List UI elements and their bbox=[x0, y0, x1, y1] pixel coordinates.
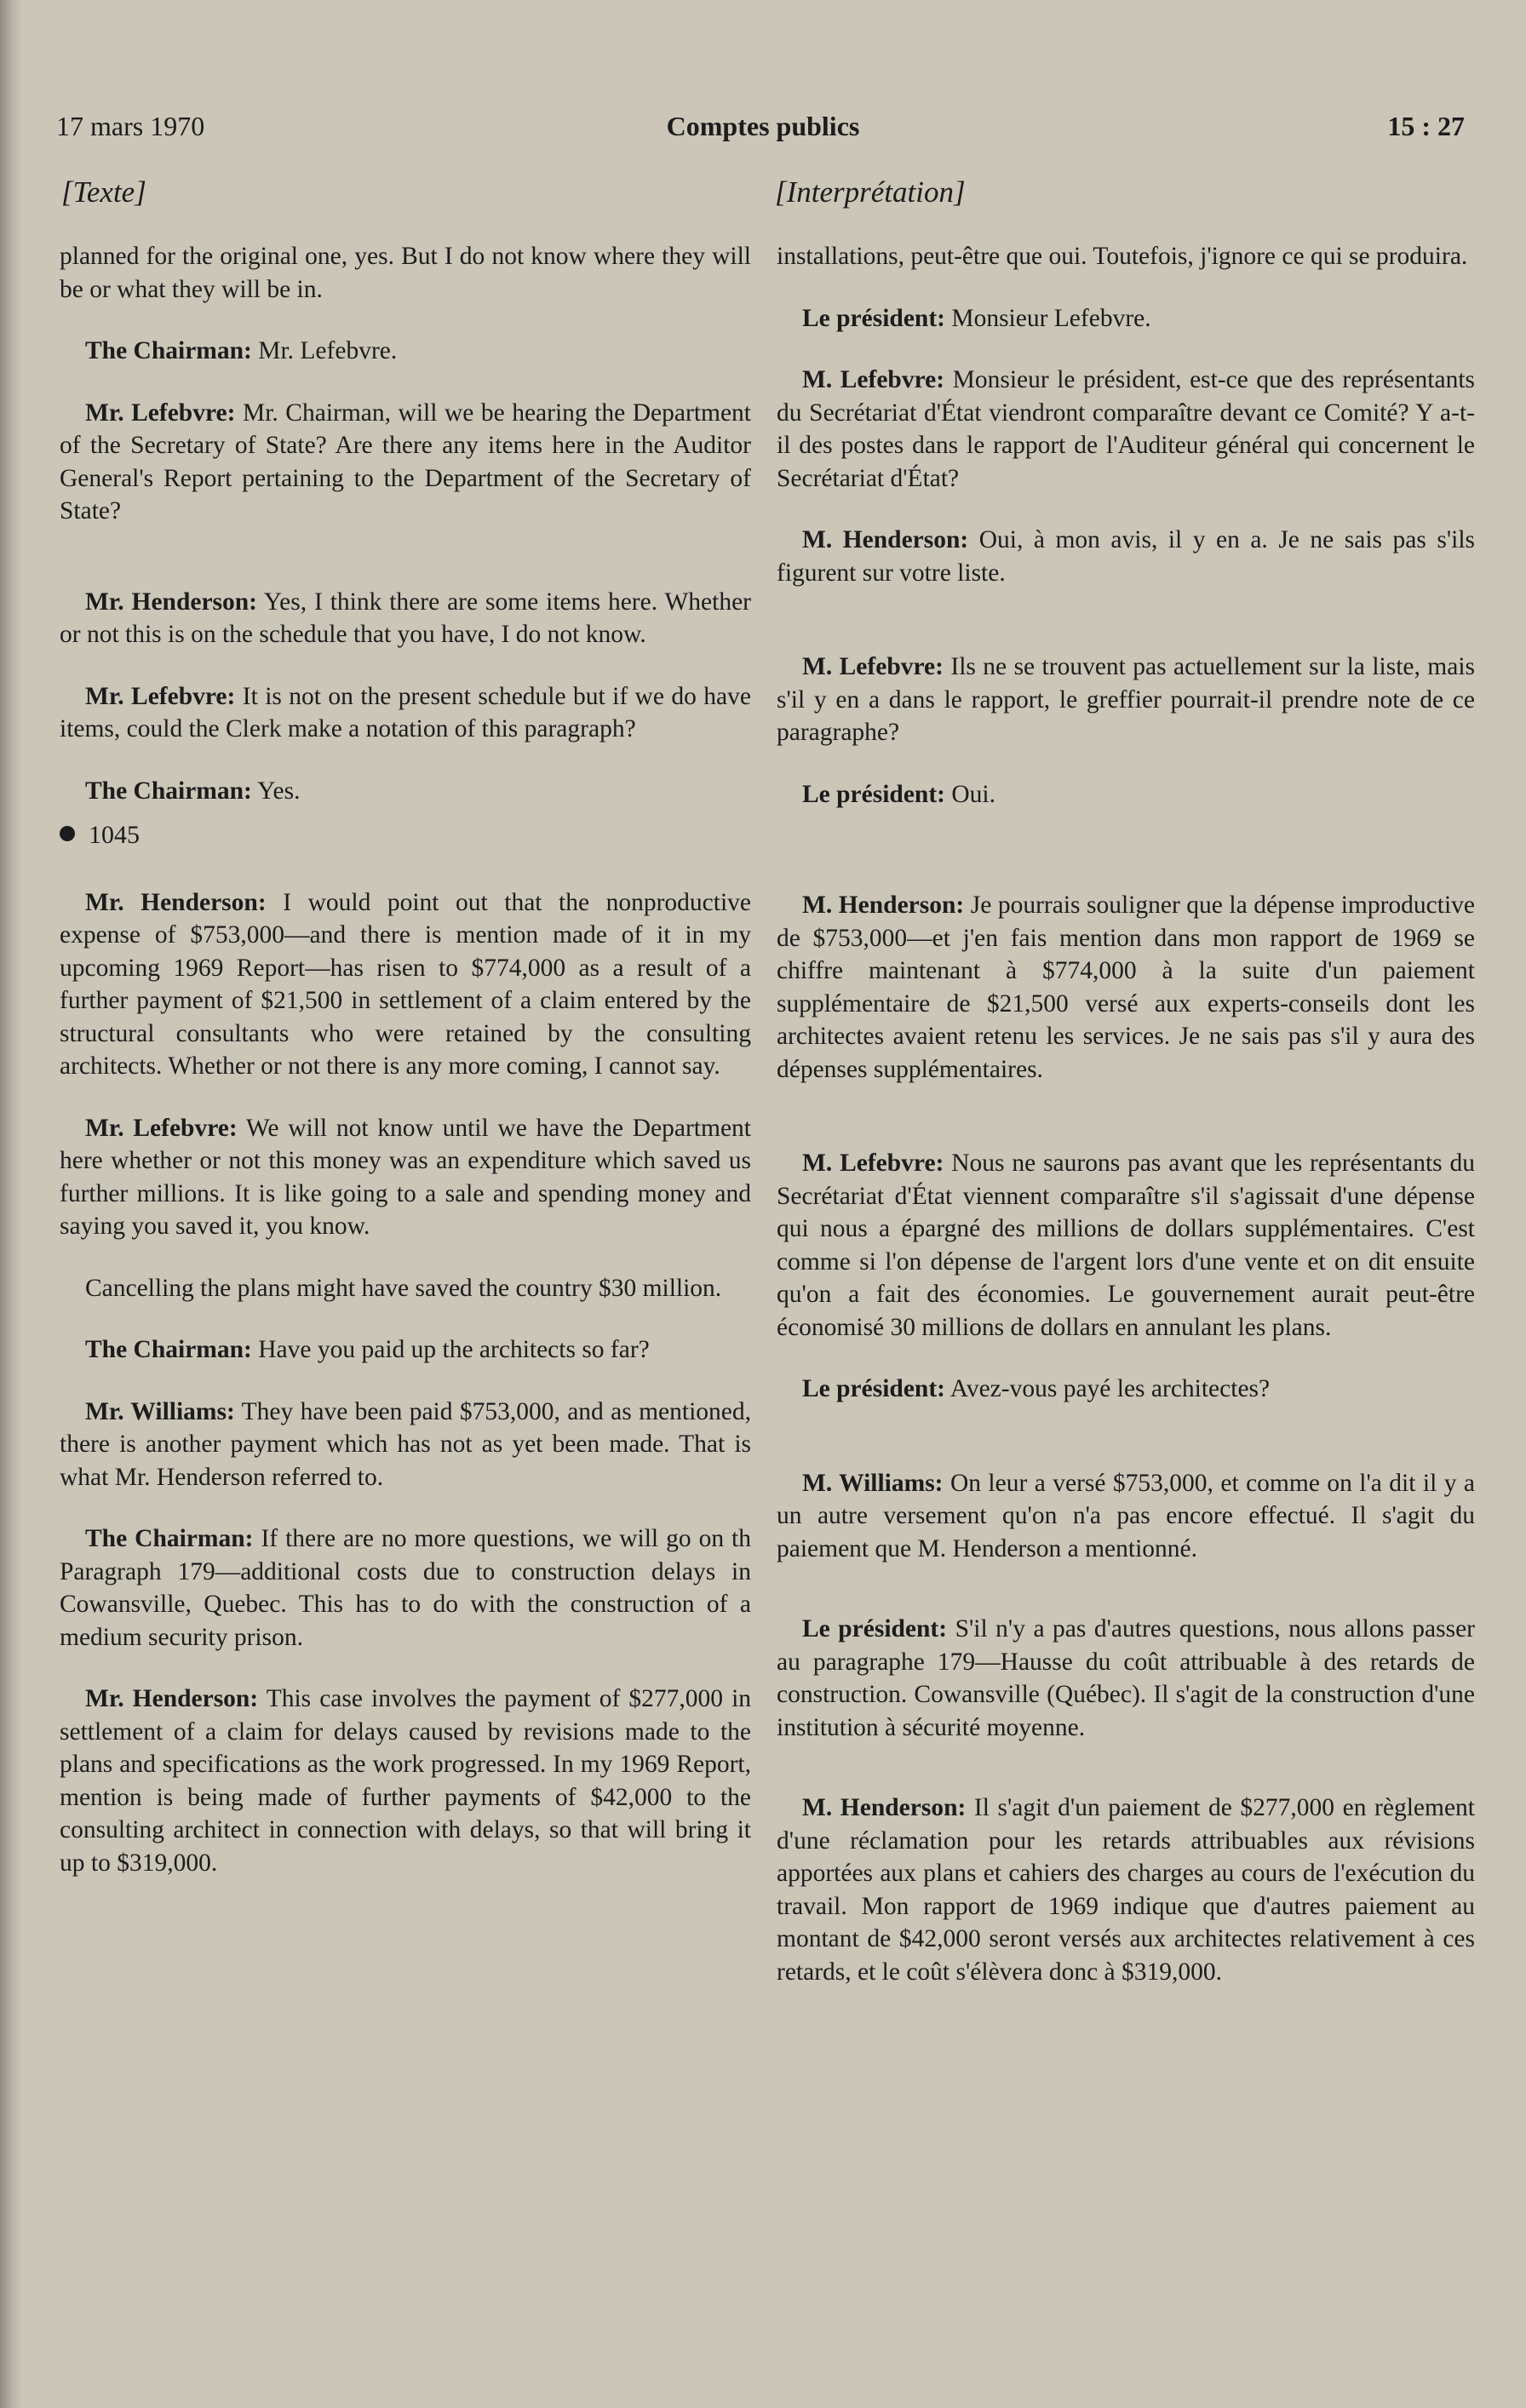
speaker-name: M. Henderson: bbox=[802, 526, 969, 553]
time-marker-text: 1045 bbox=[89, 821, 140, 849]
paragraph bbox=[60, 1683, 751, 1879]
paragraph-text: planned for the original one, yes. But I do not know where they will be or what they will be in. bbox=[60, 243, 751, 303]
page-date: 17 mars 1970 bbox=[56, 111, 205, 141]
speaker-name: M. Lefebvre: bbox=[802, 653, 944, 680]
speaker-name: M. Lefebvre: bbox=[802, 1150, 944, 1177]
speaker-name: Mr. Williams: bbox=[85, 1397, 235, 1425]
column-label-french-text: Interprétation bbox=[786, 175, 954, 209]
paragraph bbox=[777, 889, 1475, 1086]
paragraph-text: Oui. bbox=[951, 780, 995, 808]
paragraph-text: S'il n'y a pas d'autres questions, nous allons passer au paragraphe 179—Hausse du coût attribuable à des retards de construction. Cowansville (Québec). Il s'agit de la construction d'une institution à sécurité moyenne. bbox=[777, 1615, 1475, 1741]
paragraph bbox=[777, 1613, 1475, 1744]
paragraph-text: Mr. Chairman, will we be hearing the Department of the Secretary of State? Are there any items here in the Auditor General's Report pertaining to the Department of the Secretary of State? bbox=[60, 398, 751, 525]
bullet-icon bbox=[60, 826, 75, 841]
speaker-name: Le président: bbox=[802, 304, 945, 332]
paragraph bbox=[60, 586, 751, 651]
paragraph bbox=[777, 778, 1475, 811]
paragraph bbox=[60, 1272, 751, 1305]
paragraph-text: If there are no more questions, we will go on th Paragraph 179—additional costs due to construction delays in Cowansville, Quebec. This has to do with the construction of a medium security prison. bbox=[60, 1525, 752, 1651]
paragraph bbox=[777, 240, 1475, 273]
paragraph bbox=[60, 775, 751, 808]
paragraph-text: This case involves the payment of $277,000 in settlement of a claim for delays caused by revisions made to the plans and specifications as the work progressed. In my 1969 Report, mention is being made of further payments of $42,000 to the consulting architect in connection with delays, so that will bring it up to $319,000. bbox=[60, 1685, 752, 1877]
page-title: Comptes publics bbox=[666, 111, 860, 141]
paragraph bbox=[777, 524, 1475, 589]
paragraph-text: Cancelling the plans might have saved the country $30 million. bbox=[85, 1274, 722, 1302]
paragraph bbox=[60, 1112, 751, 1243]
paragraph-text: Oui, à mon avis, il y en a. Je ne sais pas s'ils figurent sur votre liste. bbox=[777, 526, 1476, 587]
paragraph bbox=[60, 1396, 751, 1494]
speaker-name: Mr. Lefebvre: bbox=[85, 682, 236, 710]
page-number: 15 : 27 bbox=[1387, 111, 1465, 141]
paragraph bbox=[60, 240, 751, 306]
speaker-name: Mr. Henderson: bbox=[85, 588, 257, 616]
paragraph bbox=[777, 1147, 1475, 1344]
paragraph bbox=[60, 335, 751, 368]
paragraph-text: Ils ne se trouvent pas actuellement sur la liste, mais s'il y en a dans le rapport, le greffier pourrait-il prendre note de ce paragraphe? bbox=[777, 653, 1475, 746]
speaker-name: M. Williams: bbox=[802, 1469, 944, 1497]
speaker-name: Le président: bbox=[802, 780, 945, 808]
paragraph-text: Yes. bbox=[257, 777, 301, 805]
column-label-english: [Texte] bbox=[61, 175, 146, 209]
paragraph-text: I would point out that the nonproductive expense of $753,000—and there is mention made of it in my upcoming 1969 Report—has risen to $774,000 as a result of a further payment of $21,500 in settlement of a claim entered by the structural consultants who were retained by the consulting architects. Whether or not there is any more coming, I cannot say. bbox=[60, 888, 752, 1080]
paragraph bbox=[777, 1792, 1475, 1988]
speaker-name: Le président: bbox=[802, 1615, 948, 1643]
french-column bbox=[777, 240, 1475, 1988]
paragraph-text: Il s'agit d'un paiement de $277,000 en règlement d'une réclamation pour les retards attribuables aux révisions apportées aux plans et cahiers des charges au cours de l'exécution du travail. Mon rapport de 1969 indique que d'autres paiement au montant de $42,000 seront versés aux architectes relativement à ces retards, et le coût s'élèvera donc à $319,000. bbox=[777, 1794, 1476, 1986]
paragraph bbox=[60, 1333, 751, 1367]
paragraph-text: On leur a versé $753,000, et comme on l'a dit il y a un autre versement qu'on n'a pas encore effectué. Il s'agit du paiement que M. Henderson a mentionné. bbox=[777, 1469, 1475, 1562]
column-label-french: [Interprétation] bbox=[775, 175, 966, 209]
paragraph-text: Mr. Lefebvre. bbox=[258, 337, 398, 364]
speaker-name: Mr. Henderson: bbox=[85, 1685, 259, 1712]
paragraph bbox=[60, 886, 751, 1083]
paragraph bbox=[777, 1373, 1475, 1406]
paragraph-text: We will not know until we have the Department here whether or not this money was an expenditure which saved us further millions. It is like going to a sale and spending money and saying you saved it, you know. bbox=[60, 1114, 751, 1240]
paragraph bbox=[777, 302, 1475, 335]
english-column bbox=[60, 240, 751, 1879]
speaker-name: M. Lefebvre: bbox=[802, 366, 945, 393]
speaker-name: Mr. Henderson: bbox=[85, 888, 267, 916]
paragraph bbox=[60, 397, 751, 528]
speaker-name: The Chairman: bbox=[85, 777, 252, 805]
paragraph-text: Have you paid up the architects so far? bbox=[258, 1336, 650, 1363]
speaker-name: M. Henderson: bbox=[802, 1794, 967, 1821]
paragraph bbox=[777, 651, 1475, 749]
column-label-english-text: Texte bbox=[72, 175, 135, 209]
paragraph bbox=[777, 364, 1475, 495]
paragraph bbox=[777, 1467, 1475, 1566]
speaker-name: Le président: bbox=[802, 1375, 945, 1402]
page-binding-edge bbox=[0, 0, 22, 2408]
paragraph-text: Je pourrais souligner que la dépense improductive de $753,000—et j'en fais mention dans mon rapport de 1969 se chiffre maintenant à $774,000 à la suite d'un paiement supplémentaire de $21,500 versé aux experts-conseils dont les architectes avaient retenu les services. Je ne sais pas s'il y aura des dépenses supplémentaires. bbox=[777, 892, 1476, 1083]
paragraph-text: installations, peut-être que oui. Toutefois, j'ignore ce qui se produira. bbox=[777, 243, 1468, 270]
paragraph-text: Nous ne saurons pas avant que les représentants du Secrétariat d'État viennent comparaître s'il s'agissait d'une dépense qui nous a épargné des millions de dollars supplémentaires. C'est comme si l'on dépense de l'argent lors d'une vente et on dit ensuite qu'on a fait des économies. Le gouvernement aurait peut-être économisé 30 millions de dollars en annulant les plans. bbox=[777, 1150, 1475, 1341]
speaker-name: The Chairman: bbox=[85, 1336, 252, 1363]
paragraph-text: Monsieur le président, est-ce que des représentants du Secrétariat d'État viendront comparaître devant ce Comité? Y a-t-il des postes dans le rapport de l'Auditeur général qui concernent le Secrétariat d'État? bbox=[777, 366, 1475, 492]
time-marker bbox=[60, 819, 751, 852]
speaker-name: Mr. Lefebvre: bbox=[85, 398, 236, 427]
speaker-name: Mr. Lefebvre: bbox=[85, 1114, 238, 1142]
paragraph bbox=[60, 1522, 751, 1654]
paragraph-text: Avez-vous payé les architectes? bbox=[949, 1375, 1271, 1402]
paragraph-text: It is not on the present schedule but if we do have items, could the Clerk make a notation of this paragraph? bbox=[60, 682, 751, 742]
paragraph-text: Monsieur Lefebvre. bbox=[951, 304, 1151, 332]
paragraph-text: They have been paid $753,000, and as mentioned, there is another payment which has not as yet been made. That is what Mr. Henderson referred to. bbox=[60, 1397, 751, 1491]
paragraph-text: Yes, I think there are some items here. Whether or not this is on the schedule that you have, I do not know. bbox=[60, 588, 751, 648]
speaker-name: The Chairman: bbox=[85, 337, 252, 364]
speaker-name: The Chairman: bbox=[85, 1525, 254, 1552]
paragraph bbox=[60, 680, 751, 746]
speaker-name: M. Henderson: bbox=[802, 892, 965, 919]
